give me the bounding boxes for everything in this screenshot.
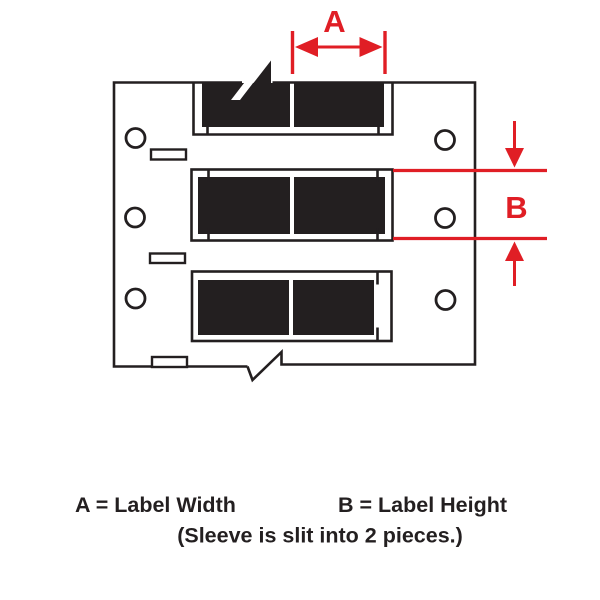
caption-note: (Sleeve is slit into 2 pieces.) <box>177 523 463 548</box>
sleeve1-label-piece-right <box>294 83 384 127</box>
feed-slots <box>150 150 187 368</box>
feed-slot <box>150 254 185 264</box>
caption <box>75 493 507 548</box>
sleeve2-label-piece-right <box>294 177 385 234</box>
dimension-a-label: A <box>323 4 346 39</box>
feed-slot <box>151 150 186 160</box>
arrowhead-left-icon <box>295 37 318 57</box>
feed-hole <box>436 131 455 150</box>
arrowhead-right-icon <box>360 37 383 57</box>
feed-hole <box>436 209 455 228</box>
break-mark <box>231 61 271 101</box>
feed-slot <box>152 357 187 367</box>
dimension-b-label: B <box>505 190 528 225</box>
arrowhead-up-icon <box>505 242 524 262</box>
feed-hole <box>436 291 455 310</box>
feed-hole <box>126 289 145 308</box>
feed-hole <box>126 208 145 227</box>
arrowhead-down-icon <box>505 148 524 168</box>
sleeve3-label-piece-left <box>198 280 289 335</box>
caption-b-definition: B = Label Height <box>338 493 508 517</box>
dimension-a <box>293 4 386 74</box>
label-pieces <box>198 83 385 335</box>
caption-a-definition: A = Label Width <box>75 493 236 517</box>
feed-hole <box>126 129 145 148</box>
sleeve3-label-piece-right <box>293 280 374 335</box>
dimension-b <box>393 121 547 286</box>
sleeve2-label-piece-left <box>198 177 290 234</box>
